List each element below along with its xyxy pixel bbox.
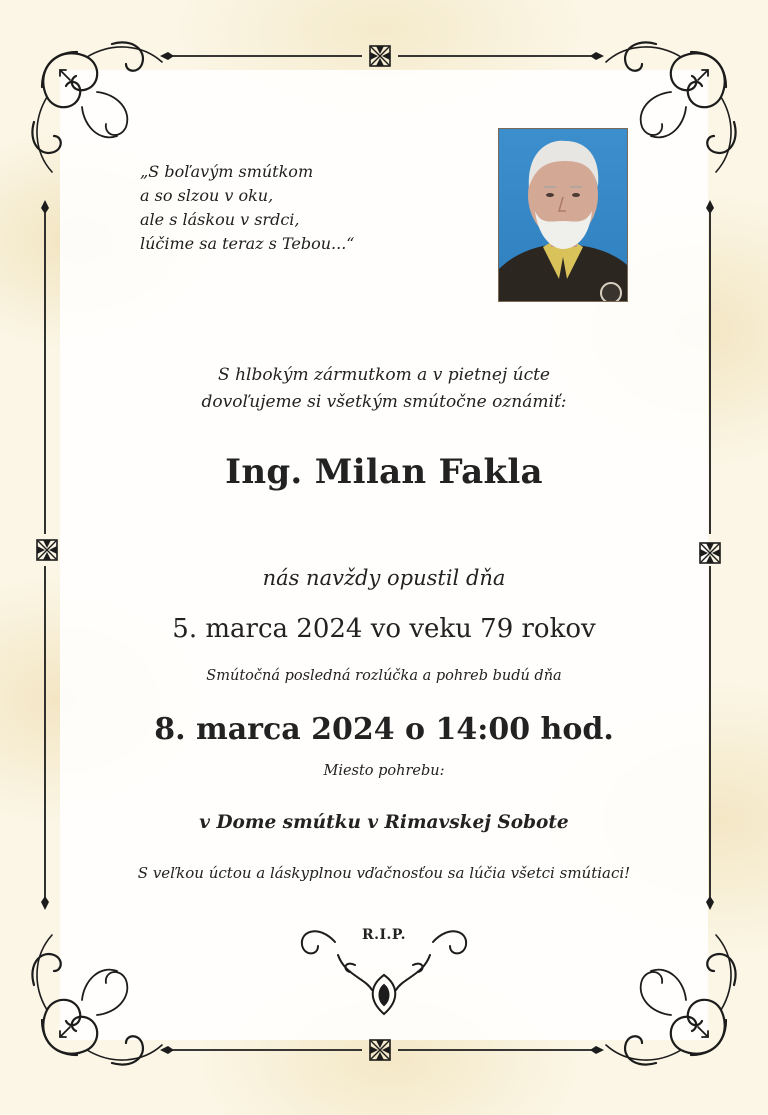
maltese-cross-icon <box>370 46 390 66</box>
poem-line: „S boľavým smútkom <box>140 162 314 181</box>
rip-label: R.I.P. <box>361 927 406 943</box>
scroll-flourish-icon <box>32 42 162 172</box>
funeral-date-time: 8. marca 2024 o 14:00 hod. <box>154 712 614 747</box>
maltese-cross-icon <box>37 540 57 560</box>
maltese-cross-icon <box>700 543 720 563</box>
passed-away-line: nás navždy opustil dňa <box>262 566 506 590</box>
scroll-flourish-icon <box>606 935 736 1065</box>
rip-ornament <box>302 931 466 1014</box>
scroll-flourish-icon <box>32 935 162 1065</box>
burial-place: v Dome smútku v Rimavskej Sobote <box>199 812 569 833</box>
funeral-intro: Smútočná posledná rozlúčka a pohreb budú dňa <box>206 668 562 684</box>
poem-line: a so slzou v oku, <box>140 186 274 205</box>
poem-quote <box>140 160 470 256</box>
maltese-cross-icon <box>370 1040 390 1060</box>
burial-place-label: Miesto pohrebu: <box>323 763 445 779</box>
poem-line: lúčime sa teraz s Tebou...“ <box>140 234 355 253</box>
deceased-name: Ing. Milan Fakla <box>225 452 543 492</box>
intro-line: dovoľujeme si všetkým smútočne oznámiť: <box>201 392 567 412</box>
farewell-line: S veľkou úctou a láskyplnou vďačnosťou sa lúčia všetci smútiaci! <box>137 864 631 882</box>
announcement-intro <box>0 362 768 416</box>
poem-line: ale s láskou v srdci, <box>140 210 300 229</box>
death-date-age: 5. marca 2024 vo veku 79 rokov <box>172 614 596 644</box>
intro-line: S hlbokým zármutkom a v pietnej úcte <box>218 365 550 385</box>
portrait-photo <box>498 128 628 302</box>
